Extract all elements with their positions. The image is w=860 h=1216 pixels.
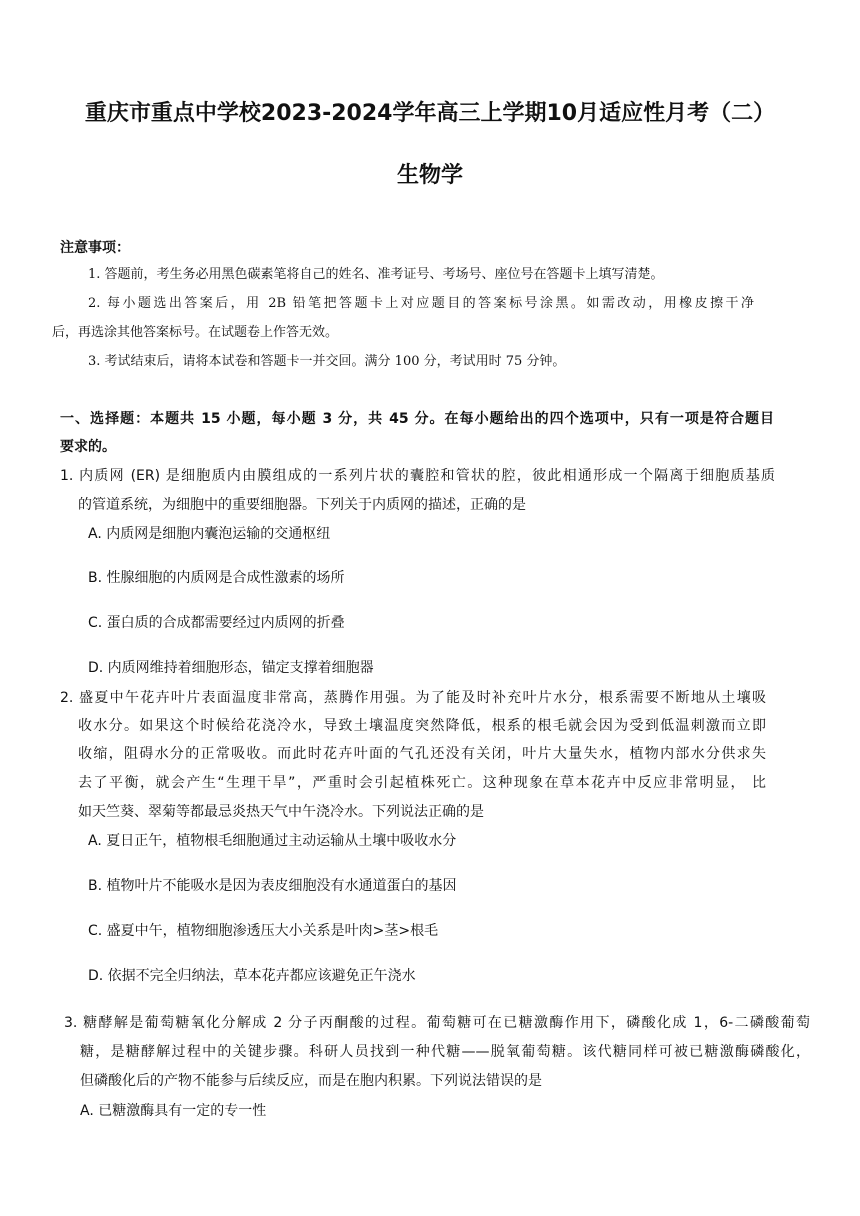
question-3-stem: 3. 糖酵解是葡萄糖氧化分解成 2 分子丙酮酸的过程。葡萄糖可在已糖激酶作用下，磷酸化成 1，6-二磷酸葡萄 (64, 1015, 810, 1031)
question-1-option-c: C. 蛋白质的合成都需要经过内质网的折叠 (88, 615, 345, 631)
exam-title: 重庆市重点中学校2023-2024学年高三上学期10月适应性月考（二） (84, 101, 776, 126)
question-2-stem: 2. 盛夏中午花卉叶片表面温度非常高，蒸腾作用强。为了能及时补充叶片水分，根系需要不断地从土壤吸 (60, 690, 766, 706)
question-1-stem: 1. 内质网 (ER) 是细胞质内由膜组成的一系列片状的囊腔和管状的腔，彼此相通形成一个隔离于细胞质基质 (60, 468, 775, 484)
question-2-option-c: C. 盛夏中午，植物细胞渗透压大小关系是叶肉>茎>根毛 (88, 923, 439, 939)
question-1-stem: 的管道系统，为细胞中的重要细胞器。下列关于内质网的描述，正确的是 (78, 497, 526, 513)
question-1-option-b: B. 性腺细胞的内质网是合成性激素的场所 (88, 570, 345, 586)
notice-item: 3. 考试结束后，请将本试卷和答题卡一并交回。满分 100 分，考试用时 75 分钟。 (88, 354, 566, 369)
notice-heading: 注意事项： (60, 240, 130, 256)
section-heading: 一、选择题：本题共 15 小题，每小题 3 分，共 45 分。在每小题给出的四个选项中，只有一项是符合题目 (60, 411, 774, 427)
section-heading-cont: 要求的。 (60, 439, 116, 455)
question-3-stem: 但磷酸化后的产物不能参与后续反应，而是在胞内积累。下列说法错误的是 (80, 1073, 542, 1089)
question-1-option-a: A. 内质网是细胞内囊泡运输的交通枢纽 (88, 526, 331, 542)
notice-item: 2. 每小题选出答案后，用 2B 铅笔把答题卡上对应题目的答案标号涂黑。如需改动，用橡皮擦干净 (88, 296, 754, 311)
question-2-option-d: D. 依据不完全归纳法，草本花卉都应该避免正午浇水 (88, 968, 416, 984)
subject-title: 生物学 (396, 163, 463, 188)
notice-item: 1. 答题前，考生务必用黑色碳素笔将自己的姓名、准考证号、考场号、座位号在答题卡上填写清楚。 (88, 267, 664, 282)
question-2-stem: 收缩，阻碍水分的正常吸收。而此时花卉叶面的气孔还没有关闭，叶片大量失水，植物内部水分供求失 (78, 746, 766, 762)
question-2-option-b: B. 植物叶片不能吸水是因为表皮细胞没有水通道蛋白的基因 (88, 878, 457, 894)
question-1-option-d: D. 内质网维持着细胞形态，锚定支撑着细胞器 (88, 660, 374, 676)
question-2-stem: 去了平衡，就会产生“生理干旱”，严重时会引起植株死亡。这种现象在草本花卉中反应非常明显， 比 (78, 775, 766, 791)
notice-item: 后，再选涂其他答案标号。在试题卷上作答无效。 (52, 325, 339, 340)
question-3-option-a: A. 已糖激酶具有一定的专一性 (80, 1103, 267, 1119)
question-2-stem: 如天竺葵、翠菊等都最忌炎热天气中午浇冷水。下列说法正确的是 (78, 804, 484, 820)
question-3-stem: 糖，是糖酵解过程中的关键步骤。科研人员找到一种代糖——脱氧葡萄糖。该代糖同样可被已糖激酶磷酸化， (80, 1044, 810, 1060)
question-2-stem: 收水分。如果这个时候给花浇冷水，导致土壤温度突然降低，根系的根毛就会因为受到低温刺激而立即 (78, 718, 766, 734)
question-2-option-a: A. 夏日正午，植物根毛细胞通过主动运输从土壤中吸收水分 (88, 833, 457, 849)
